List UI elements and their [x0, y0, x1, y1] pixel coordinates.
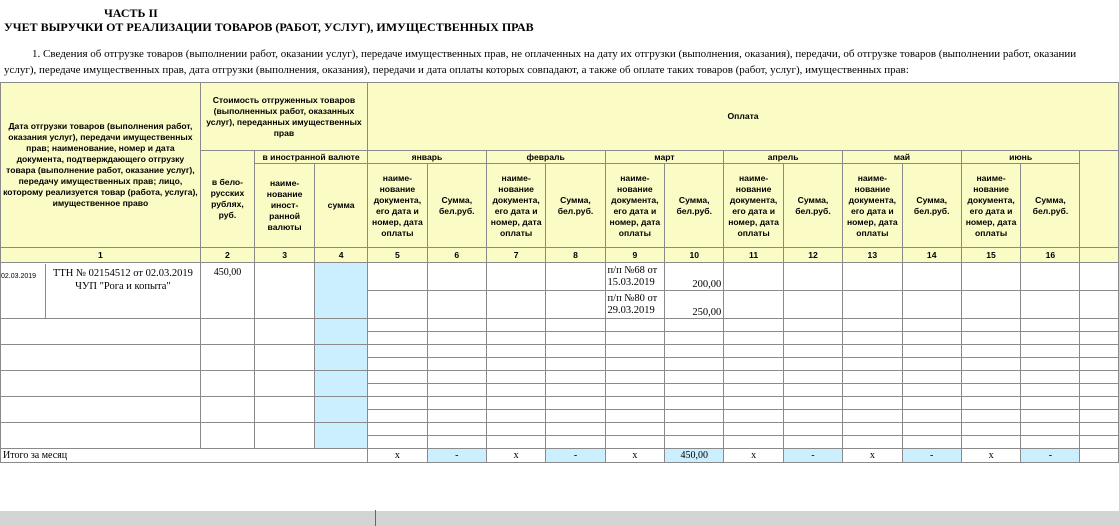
currency-sum-cell[interactable] — [315, 263, 368, 319]
header-amount: Сумма, бел.руб. — [427, 164, 486, 248]
march-payment-doc-2[interactable]: п/п №80 от 29.03.2019 — [605, 291, 665, 319]
shipment-date: 02.03.2019 — [1, 272, 37, 280]
header-payment: Оплата — [368, 83, 1119, 151]
revenue-table — [0, 82, 1119, 463]
header-sum: сумма — [315, 164, 368, 248]
header-amount: Сумма, бел.руб. — [665, 164, 724, 248]
table-row[interactable] — [1, 371, 1119, 384]
column-numbers-row: 1 2 3 4 5 6 7 8 9 10 11 12 13 14 15 16 — [1, 248, 1119, 263]
header-cost: Стоимость отгруженных товаров (выполненных работ, оказанных услуг), переданных имущественных прав — [200, 83, 367, 151]
month-march: март — [605, 151, 724, 164]
header-amount: Сумма, бел.руб. — [783, 164, 842, 248]
header-doc: наиме-нование документа, его дата и номер, дата оплаты — [843, 164, 903, 248]
section-title: УЧЕТ ВЫРУЧКИ ОТ РЕАЛИЗАЦИИ ТОВАРОВ (РАБОТ, УСЛУГ), ИМУЩЕСТВЕННЫХ ПРАВ — [4, 20, 534, 34]
march-payment-doc-1[interactable]: п/п №68 от 15.03.2019 — [605, 263, 665, 291]
currency-cell[interactable] — [255, 263, 315, 319]
shipment-cell[interactable] — [1, 263, 201, 319]
table-row[interactable] — [1, 263, 1119, 291]
header-doc: наиме-нование документа, его дата и номер, дата оплаты — [605, 164, 665, 248]
march-total: 450,00 — [665, 449, 724, 463]
header-doc: наиме-нование документа, его дата и номер, дата оплаты — [368, 164, 428, 248]
month-february: февраль — [486, 151, 605, 164]
header-byr: в бело-русских рублях, руб. — [200, 151, 254, 248]
month-april: апрель — [724, 151, 843, 164]
header-foreign: в иностранной валюте — [255, 151, 368, 164]
totals-label: Итого за месяц — [1, 449, 368, 463]
table-row[interactable] — [1, 345, 1119, 358]
month-june: июнь — [961, 151, 1080, 164]
header-doc: наиме-нование документа, его дата и номер, дата оплаты — [486, 164, 546, 248]
header-amount: Сумма, бел.руб. — [546, 164, 605, 248]
march-payment-sum-2[interactable]: 250,00 — [665, 291, 724, 319]
table-row[interactable] — [1, 319, 1119, 332]
shipment-document: ТТН № 02154512 от 02.03.2019 ЧУП "Рога и копыта" — [45, 264, 200, 318]
sheet-bottom-bar — [0, 511, 1119, 526]
month-january: январь — [368, 151, 487, 164]
frozen-pane-divider — [375, 510, 376, 526]
header-doc: наиме-нование документа, его дата и номер, дата оплаты — [961, 164, 1021, 248]
table-row[interactable] — [1, 423, 1119, 436]
header-amount: Сумма, бел.руб. — [1021, 164, 1080, 248]
amount-byr[interactable]: 450,00 — [200, 263, 254, 319]
table-row[interactable] — [1, 397, 1119, 410]
march-payment-sum-1[interactable]: 200,00 — [665, 263, 724, 291]
month-may: май — [843, 151, 962, 164]
totals-row: Итого за месяц х - х - х 450,00 х - х - х - — [1, 449, 1119, 463]
header-currency-name: наиме-нование иност-ранной валюты — [255, 164, 315, 248]
part-label: ЧАСТЬ II — [104, 6, 158, 20]
header-doc: наиме-нование документа, его дата и номер, дата оплаты — [724, 164, 784, 248]
header-amount: Сумма, бел.руб. — [902, 164, 961, 248]
header-shipment: Дата отгрузки товаров (выполнения работ, оказания услуг), передачи имущественных прав; наименование, номер и дата документа, подтверждающего отгрузку товара (выполнение работ, оказание услуг), передачу имущественных прав; лицо, которому реализуется товар (работа, услуга), имущественное право — [1, 83, 201, 248]
intro-text: 1. Сведения об отгрузке товаров (выполнении работ, оказании услуг), передаче имущественных прав, не оплаченных на дату их отгрузки (выполнения, оказания), передачи, об отгрузке товаров (выполнении работ, оказании услуг), передаче имущественных прав, дата отгрузки (выполнения, оказания), передачи и дата оплаты которых совпадают, а также об оплате таких товаров (работ, услуг), имущественных прав: — [4, 48, 1077, 76]
